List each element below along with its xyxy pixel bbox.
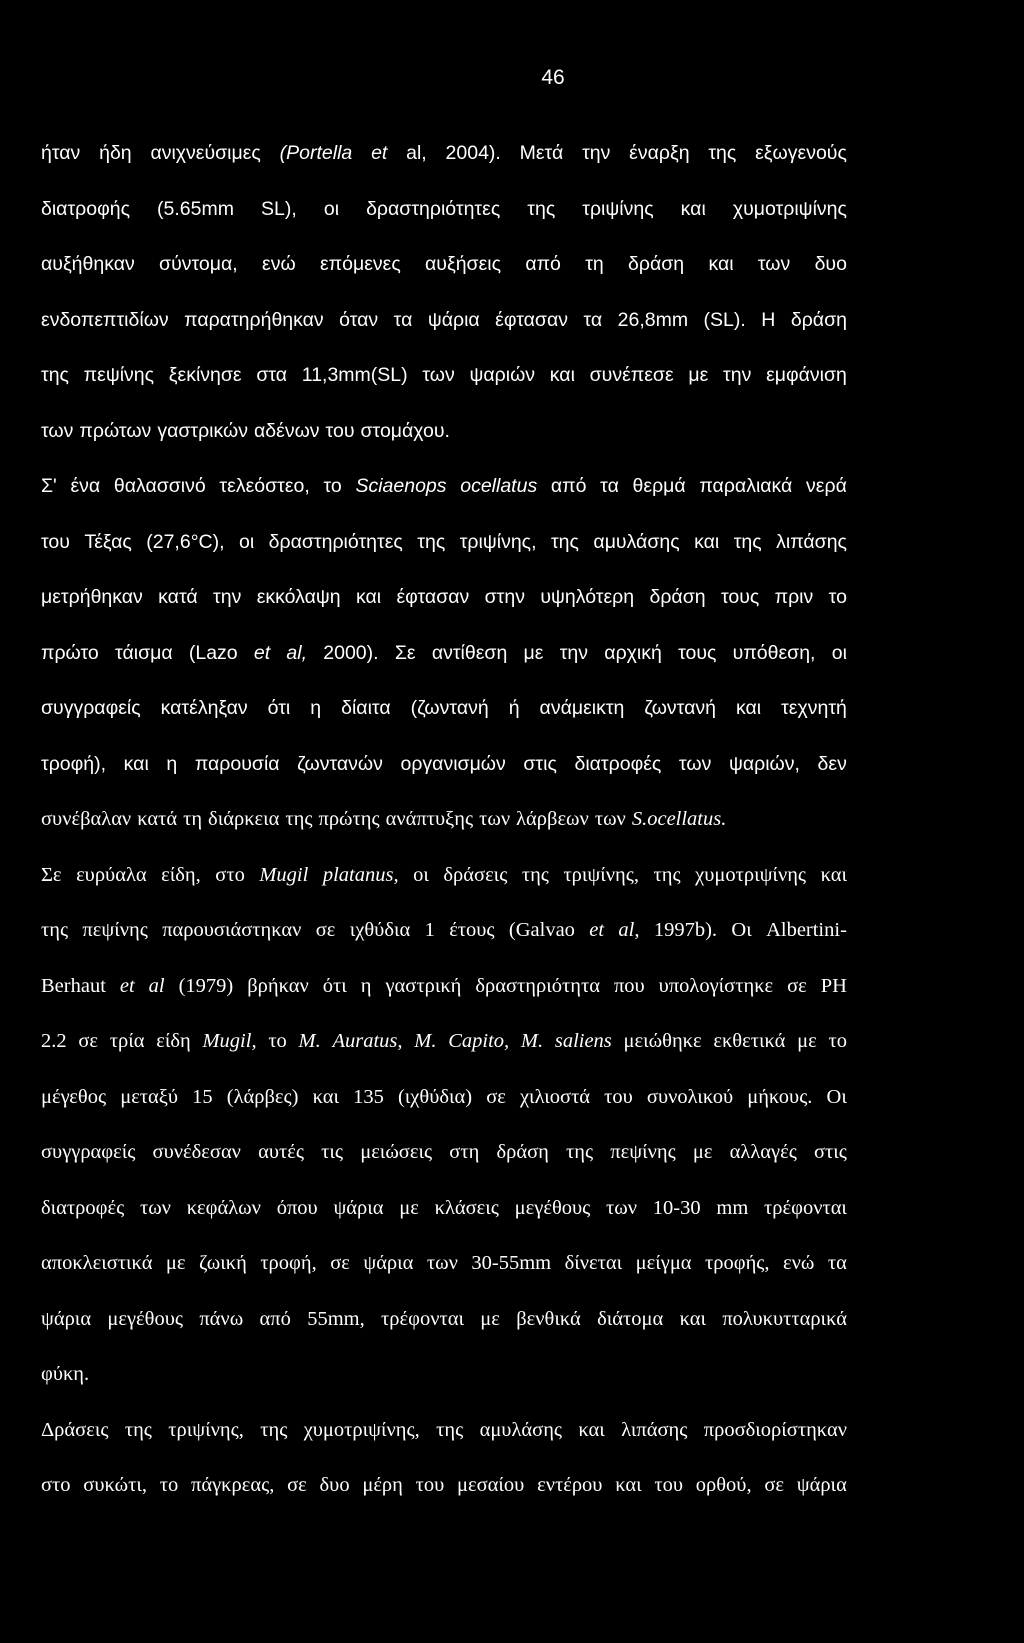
text-line: φύκη. bbox=[41, 1363, 90, 1385]
text-line: διατροφής (5.65mm SL), οι δραστηριότητες της τριψίνης και χυμοτριψίνης bbox=[41, 197, 847, 220]
text-line: Σε ευρύαλα είδη, στο Mugil platanus, οι δράσεις της τριψίνης, της χυμοτριψίνης και bbox=[41, 863, 847, 886]
body-text bbox=[41, 136, 847, 1524]
text-line: Δράσεις της τριψίνης, της χυμοτριψίνης, της αμυλάσης και λιπάσης προσδιορίστηκαν bbox=[41, 1418, 847, 1441]
text-line: αποκλειστικά με ζωική τροφή, σε ψάρια των 30-55mm δίνεται μείγμα τροφής, ενώ τα bbox=[41, 1252, 847, 1274]
text-line: Berhaut et al (1979) βρήκαν ότι η γαστρική δραστηριότητα που υπολογίστηκε σε PH bbox=[41, 974, 847, 997]
text-line: πρώτο τάισμα (Lazo et al, 2000). Σε αντίθεση με την αρχική τους υπόθεση, οι bbox=[41, 641, 847, 664]
text-line: διατροφές των κεφάλων όπου ψάρια με κλάσεις μεγέθους των 10-30 mm τρέφονται bbox=[41, 1196, 847, 1219]
text-line: στο συκώτι, το πάγκρεας, σε δυο μέρη του μεσαίου εντέρου και του ορθού, σε ψάρια bbox=[41, 1474, 847, 1496]
text-line: του Τέξας (27,6°C), οι δραστηριότητες της τριψίνης, της αμυλάσης και της λιπάσης bbox=[41, 530, 847, 553]
text-line: συγγραφείς συνέδεσαν αυτές τις μειώσεις στη δράση της πεψίνης με αλλαγές στις bbox=[41, 1141, 847, 1163]
text-line: τροφή), και η παρουσία ζωντανών οργανισμών στις διατροφές των ψαριών, δεν bbox=[41, 752, 847, 775]
text-line: αυξήθηκαν σύντομα, ενώ επόμενες αυξήσεις από τη δράση και των δυο bbox=[41, 253, 847, 275]
text-line: μέγεθος μεταξύ 15 (λάρβες) και 135 (ιχθύδια) σε χιλιοστά του συνολικού μήκους. Οι bbox=[41, 1085, 847, 1108]
text-line: της πεψίνης παρουσιάστηκαν σε ιχθύδια 1 έτους (Galvao et al, 1997b). Οι Albertini- bbox=[41, 919, 847, 941]
text-line: συγγραφείς κατέληξαν ότι η δίαιτα (ζωντανή ή ανάμεικτη ζωντανή και τεχνητή bbox=[41, 697, 847, 719]
text-line: μετρήθηκαν κατά την εκκόλαψη και έφτασαν στην υψηλότερη δράση τους πριν το bbox=[41, 586, 847, 608]
text-line: ήταν ήδη ανιχνεύσιμες (Portella et al, 2004). Μετά την έναρξη της εξωγενούς bbox=[41, 142, 847, 164]
text-line: συνέβαλαν κατά τη διάρκεια της πρώτης ανάπτυξης των λάρβεων των S.ocellatus. bbox=[41, 808, 727, 830]
text-line: της πεψίνης ξεκίνησε στα 11,3mm(SL) των ψαριών και συνέπεσε με την εμφάνιση bbox=[41, 364, 847, 386]
text-line: 2.2 σε τρία είδη Mugil, το M. Auratus, M. Capito, M. saliens μειώθηκε εκθετικά με το bbox=[41, 1030, 847, 1052]
text-line: Σ' ένα θαλασσινό τελεόστεο, το Sciaenops ocellatus από τα θερμά παραλιακά νερά bbox=[41, 475, 847, 497]
page-number: 46 bbox=[541, 66, 565, 89]
text-line: ενδοπεπτιδίων παρατηρήθηκαν όταν τα ψάρια έφτασαν τα 26,8mm (SL). Η δράση bbox=[41, 308, 847, 331]
text-line: ψάρια μεγέθους πάνω από 55mm, τρέφονται με βενθικά διάτομα και πολυκυτταρικά bbox=[41, 1307, 847, 1330]
text-line: των πρώτων γαστρικών αδένων του στομάχου. bbox=[41, 419, 450, 442]
